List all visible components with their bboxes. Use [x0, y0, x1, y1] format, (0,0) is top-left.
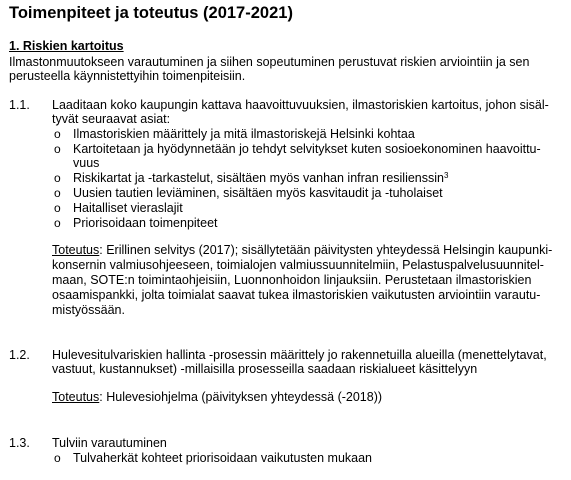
section-title: 1. Riskien kartoitus	[9, 39, 124, 53]
bullet-item: Haitalliset vieraslajit	[73, 201, 183, 215]
bullet-item: Tulvaherkät kohteet priorisoidaan vaikutusten mukaan	[73, 451, 373, 465]
bullet-marker: o	[54, 171, 61, 185]
bullet-item: Kartoitetaan ja hyödynnetään jo tehdyt selvitykset kuten sosioekonominen haavoittu-	[73, 142, 541, 156]
bullet-marker: o	[54, 186, 61, 200]
footnote-marker: 3	[444, 171, 449, 180]
item-text-line: Laaditaan koko kaupungin kattava haavoittuvuuksien, ilmastoriskien kartoitus, johon sisäl-	[52, 98, 549, 112]
item-number: 1.1.	[9, 98, 30, 112]
bullet-marker: o	[54, 216, 61, 230]
bullet-item: Riskikartat ja -tarkastelut, sisältäen myös vanhan infran resilienssin$^3$	[73, 171, 449, 185]
toteutus-line: mistyössään.	[52, 303, 125, 317]
bullet-item: Ilmastoriskien määrittely ja mitä ilmastoriskejä Helsinki kohtaa	[73, 127, 415, 141]
toteutus-label: Toteutus	[52, 390, 100, 404]
item-text-line: tyvät seuraavat asiat:	[52, 112, 171, 126]
item-number: 1.2.	[9, 348, 30, 362]
bullet-marker: o	[54, 451, 61, 465]
toteutus-line: Toteutus: Hulevesiohjelma (päivityksen yhteydessä (-2018))	[52, 390, 383, 404]
section-intro-line-1: Ilmastonmuutokseen varautuminen ja siihen sopeutuminen perustuvat riskien arviointiin ja sen	[9, 55, 530, 69]
bullet-item: Priorisoidaan toimenpiteet	[73, 216, 218, 230]
section-intro-line-2: perusteella käynnistettyihin toimenpiteisiin.	[9, 69, 246, 83]
toteutus-line: osaamispankki, jolta toimialat saavat tukea ilmastoriskien vaikutusten arviointiin varautu-	[52, 288, 541, 302]
bullet-item-continued: vuus	[73, 156, 100, 170]
toteutus-line: Toteutus: Erillinen selvitys (2017); sisällytetään päivitysten yhteydessä Helsingin kaupunki-	[52, 243, 553, 257]
toteutus-label: Toteutus	[52, 243, 100, 257]
bullet-marker: o	[54, 142, 61, 156]
bullet-marker: o	[54, 127, 61, 141]
bullet-marker: o	[54, 201, 61, 215]
bullet-item: Uusien tautien leviäminen, sisältäen myös kasvitaudit ja -tuholaiset	[73, 186, 443, 200]
item-text-line: Hulevesitulvariskien hallinta -prosessin määrittely jo rakennetuilla alueilla (menettelytavat,	[52, 348, 547, 362]
document-title: Toimenpiteet ja toteutus (2017-2021)	[9, 4, 293, 22]
item-text-line: Tulviin varautuminen	[52, 436, 167, 450]
toteutus-line: maan, SOTE:n toimintaohjeisiin, Luonnonhoidon linjauksiin. Perustetaan ilmastoriskien	[52, 273, 532, 287]
item-number: 1.3.	[9, 436, 30, 450]
toteutus-line: konsernin valmiusohjeeseen, toimialojen valmiussuunnitelmiin, Pelastuspalvelusuunnitel-	[52, 258, 544, 272]
item-text-line: vastuut, kustannukset) -millaisilla prosesseilla saadaan riskialueet käsittelyyn	[52, 362, 478, 376]
